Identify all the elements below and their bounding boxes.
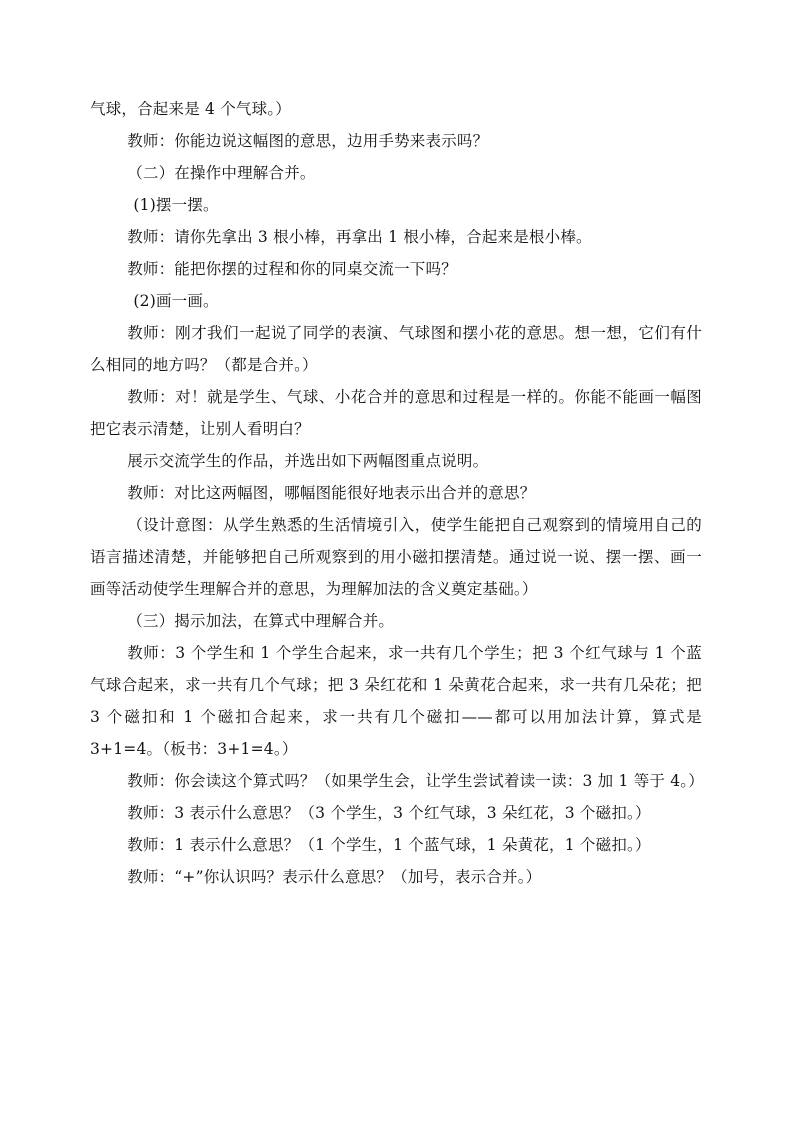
paragraph-teacher-one: 教师：1 表示什么意思？（1 个学生，1 个蓝气球，1 朵黄花，1 个磁扣。） — [127, 836, 651, 854]
paragraph-teacher-plus: 教师：“+”你认识吗？表示什么意思？（加号，表示合并。） — [127, 868, 542, 886]
paragraph-design-intent: （设计意图：从学生熟悉的生活情境引入，使学生能把自己观察到的情境用自己的语言描述清楚，并能够把自己所观察到的用小磁扣摆清楚。通过说一说、摆一摆、画一画等活动使学生理解合并的意思，为理解加法的含义奠定基础。） — [90, 516, 702, 598]
paragraph-balloon-continuation: 气球，合起来是 4 个气球。） — [90, 100, 291, 118]
section-heading-operation: （二）在操作中理解合并。 — [127, 164, 316, 182]
paragraph-teacher-common: 教师：刚才我们一起说了同学的表演、气球图和摆小花的意思。想一想，它们有什么相同的地方吗？（都是合并。） — [90, 324, 702, 374]
paragraph-teacher-compare: 教师：对比这两幅图，哪幅图能很好地表示出合并的意思？ — [127, 484, 536, 502]
paragraph-teacher-addition: 教师：3 个学生和 1 个学生合起来，求一共有几个学生；把 3 个红气球与 1 个蓝气球合起来，求一共有几个气球；把 3 朵红花和 1 朵黄花合起来，求一共有几朵花；把 3 个磁扣和 1 个磁扣合起来，求一共有几个磁扣——都可以用加法计算，算式是 3+1=4。（板书：3+1=4。） — [90, 644, 702, 758]
paragraph-teacher-gesture: 教师：你能边说这幅图的意思，边用手势来表示吗？ — [127, 132, 489, 150]
paragraph-teacher-sticks: 教师：请你先拿出 3 根小棒，再拿出 1 根小棒，合起来是根小棒。 — [127, 228, 592, 246]
section-heading-addition: （三）揭示加法，在算式中理解合并。 — [127, 612, 395, 630]
paragraph-teacher-draw: 教师：对！就是学生、气球、小花合并的意思和过程是一样的。你能不能画一幅图把它表示清楚，让别人看明白？ — [90, 388, 702, 438]
paragraph-teacher-share: 教师：能把你摆的过程和你的同桌交流一下吗？ — [127, 260, 457, 278]
paragraph-teacher-three: 教师：3 表示什么意思？（3 个学生，3 个红气球，3 朵红花，3 个磁扣。） — [127, 804, 651, 822]
subheading-draw: (2)画一画。 — [133, 292, 219, 310]
paragraph-show-works: 展示交流学生的作品，并选出如下两幅图重点说明。 — [127, 452, 489, 470]
subheading-arrange: (1)摆一摆。 — [133, 196, 219, 214]
paragraph-teacher-read: 教师：你会读这个算式吗？（如果学生会，让学生尝试着读一读：3 加 1 等于 4。） — [127, 772, 704, 790]
document-body — [90, 93, 702, 893]
